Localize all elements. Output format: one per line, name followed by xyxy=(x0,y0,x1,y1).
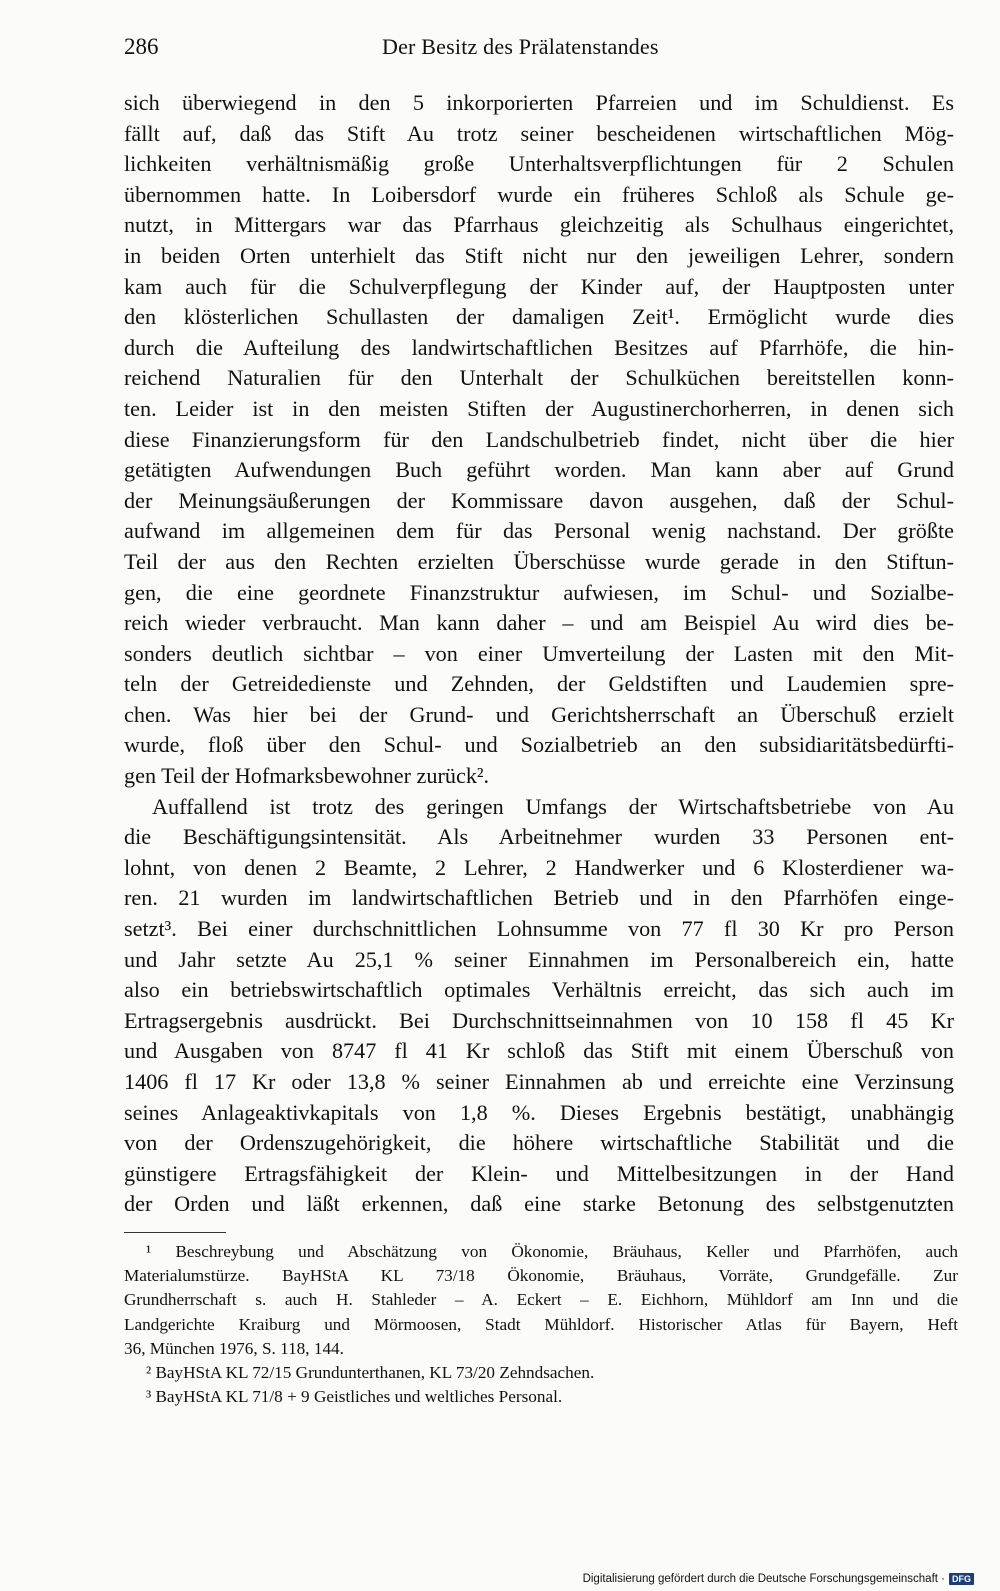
text-line: sich überwiegend in den 5 inkorporierten Pfarreien und im Schuldienst. Es xyxy=(124,90,954,115)
text-line: der Orden und läßt erkennen, daß eine starke Betonung des selbstgenutzten xyxy=(124,1191,954,1217)
text-line: die Beschäftigungsintensität. Als Arbeitnehmer wurden 33 Personen ent- xyxy=(124,824,954,850)
text-line: diese Finanzierungsform für den Landschulbetrieb findet, nicht über die hier xyxy=(124,426,954,452)
text-line: sonders deutlich sichtbar – von einer Umverteilung der Lasten mit den Mit- xyxy=(124,640,954,666)
text-line: gen Teil der Hofmarksbewohner zurück². xyxy=(124,763,490,789)
footnote-divider xyxy=(124,1232,226,1233)
text-line: den klösterlichen Schullasten der damaligen Zeit¹. Ermöglicht wurde dies xyxy=(124,304,954,330)
text-line: nutzt, in Mittergars war das Pfarrhaus gleichzeitig als Schulhaus eingerichtet, xyxy=(124,212,954,238)
text-line: teln der Getreidedienste und Zehnden, der Geldstiften und Laudemien spre- xyxy=(124,671,954,697)
text-line: kam auch für die Schulverpflegung der Kinder auf, der Hauptposten unter xyxy=(124,273,954,299)
footnote-line: Grundherrschaft s. auch H. Stahleder – A. Eckert – E. Eichhorn, Mühldorf am Inn und die xyxy=(124,1290,958,1310)
text-line: reich wieder verbraucht. Man kann daher – und am Beispiel Au wird dies be- xyxy=(124,610,954,636)
text-line: lohnt, von denen 2 Beamte, 2 Lehrer, 2 Handwerker und 6 Klosterdiener wa- xyxy=(124,854,954,880)
page-header xyxy=(124,34,954,64)
text-line: also ein betriebswirtschaftlich optimales Verhältnis erreicht, das sich auch im xyxy=(124,977,954,1003)
text-line: reichend Naturalien für den Unterhalt der Schulküchen bereitstellen konn- xyxy=(124,365,954,391)
text-line: setzt³. Bei einer durchschnittlichen Lohnsumme von 77 fl 30 Kr pro Person xyxy=(124,916,954,942)
text-line: übernommen hatte. In Loibersdorf wurde ein früheres Schloß als Schule ge- xyxy=(124,181,954,207)
footnote-line: 36, München 1976, S. 118, 144. xyxy=(124,1338,344,1358)
text-line: aufwand im allgemeinen dem für das Personal wenig nachstand. Der größte xyxy=(124,518,954,544)
footnote-line: ¹ Beschreybung und Abschätzung von Ökonomie, Bräuhaus, Keller und Pfarrhöfen, auch xyxy=(146,1242,958,1261)
text-line: in beiden Orten unterhielt das Stift nicht nur den jeweiligen Lehrer, sondern xyxy=(124,242,954,268)
text-line: von der Ordenszugehörigkeit, die höhere wirtschaftliche Stabilität und die xyxy=(124,1130,954,1156)
text-line: günstigere Ertragsfähigkeit der Klein- und Mittelbesitzungen in der Hand xyxy=(124,1160,954,1186)
running-title: Der Besitz des Prälatenstandes xyxy=(382,34,659,59)
body-text xyxy=(124,88,954,1220)
text-line: der Meinungsäußerungen der Kommissare davon ausgehen, daß der Schul- xyxy=(124,487,954,513)
digitization-credit xyxy=(583,1573,974,1585)
text-line: ren. 21 wurden im landwirtschaftlichen Betrieb und in den Pfarrhöfen einge- xyxy=(124,885,954,911)
footnote-line: Landgerichte Kraiburg und Mörmoosen, Stadt Mühldorf. Historischer Atlas für Bayern, Heft xyxy=(124,1314,958,1334)
text-line: und Ausgaben von 8747 fl 41 Kr schloß das Stift mit einem Überschuß von xyxy=(124,1038,954,1064)
text-line: Teil der aus den Rechten erzielten Überschüsse wurde gerade in den Stiftun- xyxy=(124,548,954,574)
text-line: und Jahr setzte Au 25,1 % seiner Einnahmen im Personalbereich ein, hatte xyxy=(124,946,954,972)
page-number: 286 xyxy=(124,34,159,59)
text-line: durch die Aufteilung des landwirtschaftlichen Besitzes auf Pfarrhöfe, die hin- xyxy=(124,334,954,360)
text-line: fällt auf, daß das Stift Au trotz seiner bescheidenen wirtschaftlichen Mög- xyxy=(124,120,954,146)
text-line: wurde, floß über den Schul- und Sozialbetrieb an den subsidiaritätsbedürfti- xyxy=(124,732,954,758)
text-line: getätigten Aufwendungen Buch geführt worden. Man kann aber auf Grund xyxy=(124,457,954,483)
footnote-line: Materialumstürze. BayHStA KL 73/18 Ökonomie, Bräuhaus, Vorräte, Grundgefälle. Zur xyxy=(124,1266,958,1286)
dfg-logo: DFG xyxy=(949,1573,974,1585)
text-line: Auffallend ist trotz des geringen Umfangs der Wirtschaftsbetriebe von Au xyxy=(152,793,954,819)
text-line: seines Anlageaktivkapitals von 1,8 %. Dieses Ergebnis bestätigt, unabhängig xyxy=(124,1099,954,1125)
footnotes xyxy=(124,1240,958,1409)
text-line: chen. Was hier bei der Grund- und Gerichtsherrschaft an Überschuß erzielt xyxy=(124,701,954,727)
text-line: Ertragsergebnis ausdrückt. Bei Durchschnittseinnahmen von 10 158 fl 45 Kr xyxy=(124,1007,954,1033)
footnote-line: ² BayHStA KL 72/15 Grundunterthanen, KL 73/20 Zehndsachen. xyxy=(146,1362,595,1382)
text-line: ten. Leider ist in den meisten Stiften der Augustinerchorherren, in denen sich xyxy=(124,395,954,421)
text-line: gen, die eine geordnete Finanzstruktur aufwiesen, im Schul- und Sozialbe- xyxy=(124,579,954,605)
text-line: lichkeiten verhältnismäßig große Unterhaltsverpflichtungen für 2 Schulen xyxy=(124,151,954,177)
credit-text: Digitalisierung gefördert durch die Deutsche Forschungsgemeinschaft · xyxy=(582,1573,945,1585)
footnote-line: ³ BayHStA KL 71/8 + 9 Geistliches und weltliches Personal. xyxy=(146,1387,563,1407)
text-line: 1406 fl 17 Kr oder 13,8 % seiner Einnahmen ab und erreichte eine Verzinsung xyxy=(124,1069,954,1094)
